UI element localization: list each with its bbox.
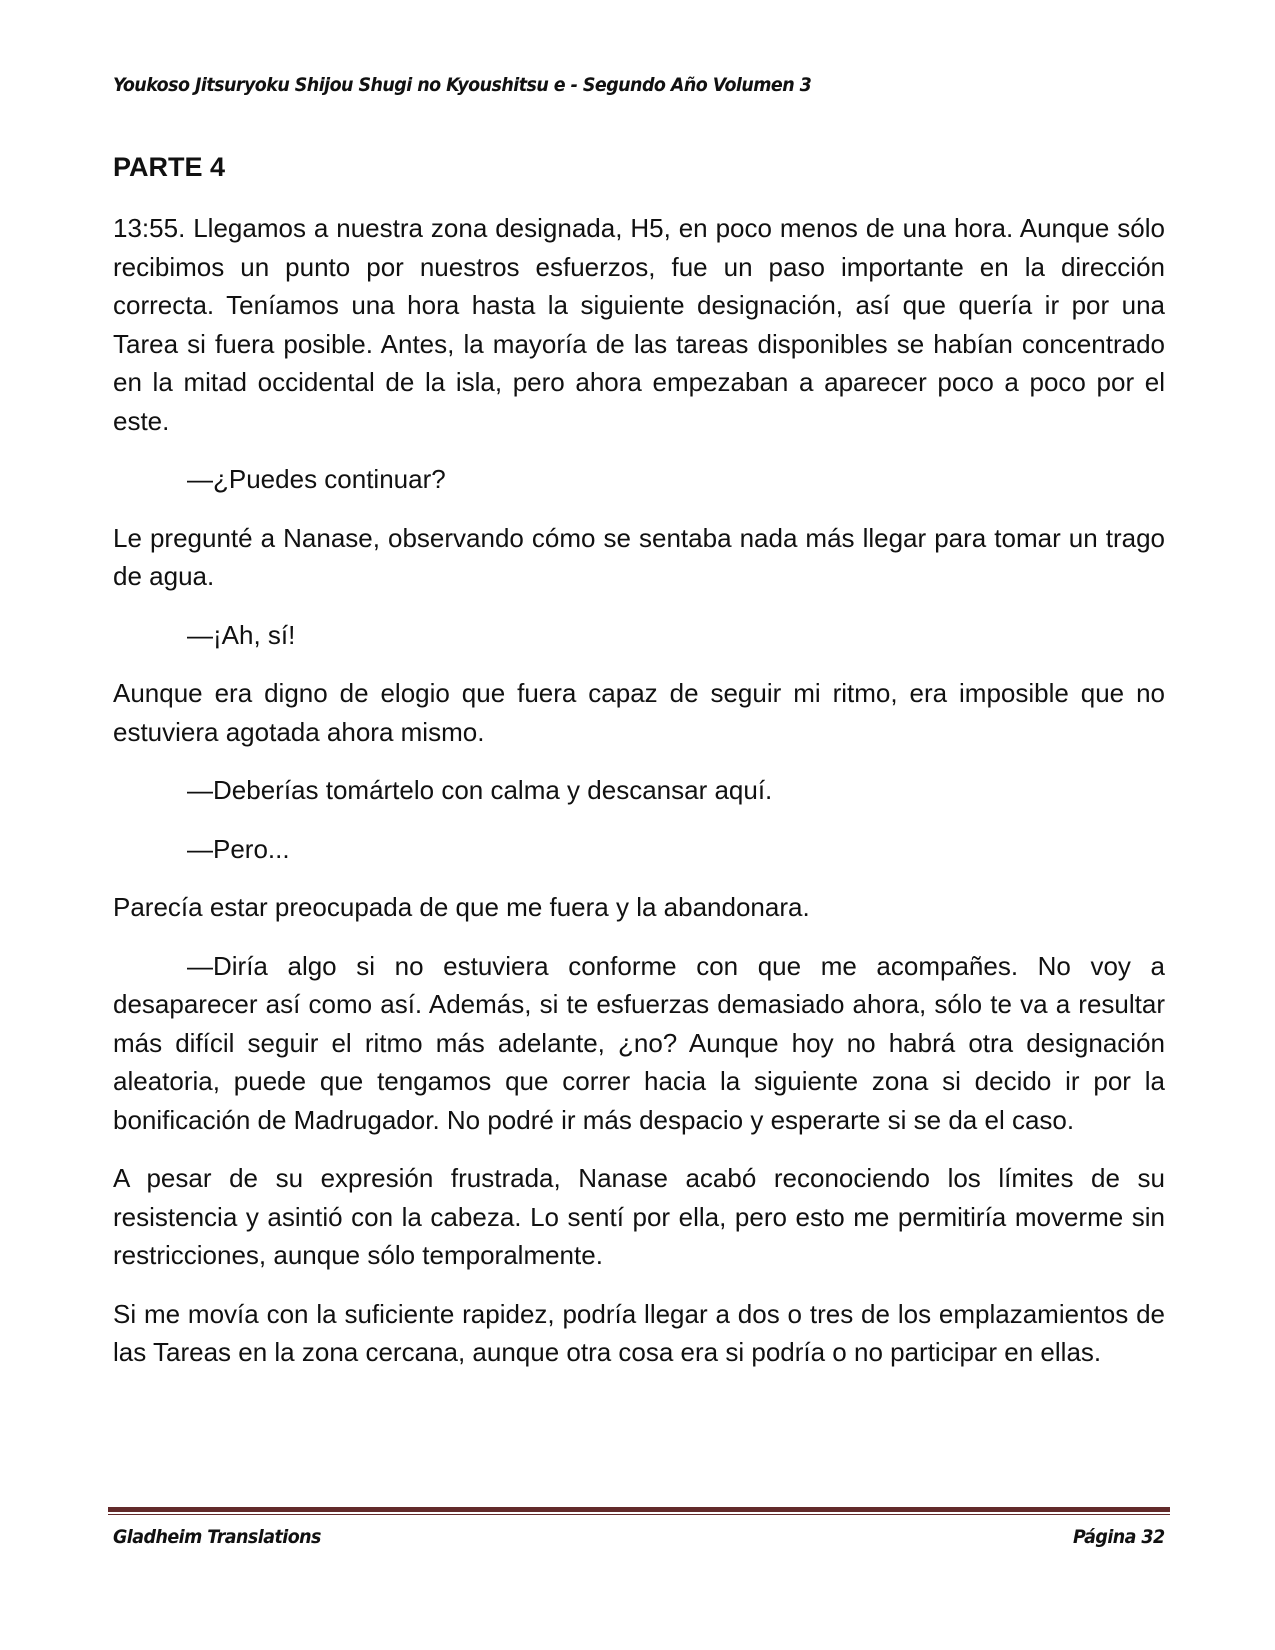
paragraph: Aunque era digno de elogio que fuera capaz de seguir mi ritmo, era imposible que no estuviera agotada ahora mismo. — [113, 678, 1165, 747]
dialogue-paragraph: —Deberías tomártelo con calma y descansar aquí. — [187, 775, 773, 805]
paragraph: Si me movía con la suficiente rapidez, podría llegar a dos o tres de los emplazamientos de las Tareas en la zona cercana, aunque otra cosa era si podría o no participar en ellas. — [113, 1298, 1165, 1367]
dialogue-paragraph: —¡Ah, sí! — [187, 619, 296, 650]
paragraph: 13:55. Llegamos a nuestra zona designada, H5, en poco menos de una hora. Aunque sólo recibimos un punto por nuestros esfuerzos, fue un paso importante en la dirección correcta. Teníamos una hora hasta la siguiente designación, así que quería ir por una Tarea si fuera posible. Antes, la mayoría de las tareas disponibles se habían concentrado en la mitad occidental de la isla, pero ahora empezaban a aparecer poco a poco por el este. — [113, 213, 1165, 436]
footer-page-number: Página 32 — [1073, 1526, 1165, 1548]
running-header: Youkoso Jitsuryoku Shijou Shugi no Kyoushitsu e - Segundo Año Volumen 3 — [113, 74, 812, 96]
footer-rule-thin — [108, 1514, 1170, 1515]
dialogue-paragraph: —¿Puedes continuar? — [187, 464, 446, 494]
section-title: PARTE 4 — [113, 152, 226, 182]
dialogue-paragraph: —Diría algo si no estuviera conforme con que me acompañes. No voy a desaparecer así como así. Además, si te esfuerzas demasiado ahora, sólo te va a resultar más difícil seguir el ritmo más adelante, ¿no? Aunque hoy no habrá otra designación aleatoria, puede que tengamos que correr hacia la siguiente zona si decido ir por la bonificación de Madrugador. No podré ir más despacio y esperarte si se da el caso. — [113, 950, 1165, 1135]
paragraph: A pesar de su expresión frustrada, Nanase acabó reconociendo los límites de su resistencia y asintió con la cabeza. Lo sentí por ella, pero esto me permitiría moverme sin restricciones, aunque sólo temporalmente. — [113, 1163, 1165, 1270]
footer-publisher: Gladheim Translations — [113, 1526, 321, 1548]
dialogue-paragraph: —Pero... — [187, 833, 290, 864]
paragraph: Le pregunté a Nanase, observando cómo se sentaba nada más llegar para tomar un trago de agua. — [113, 522, 1165, 591]
paragraph: Parecía estar preocupada de que me fuera y la abandonara. — [113, 892, 810, 922]
footer-rule — [108, 1507, 1170, 1512]
body-text — [113, 209, 1165, 1392]
